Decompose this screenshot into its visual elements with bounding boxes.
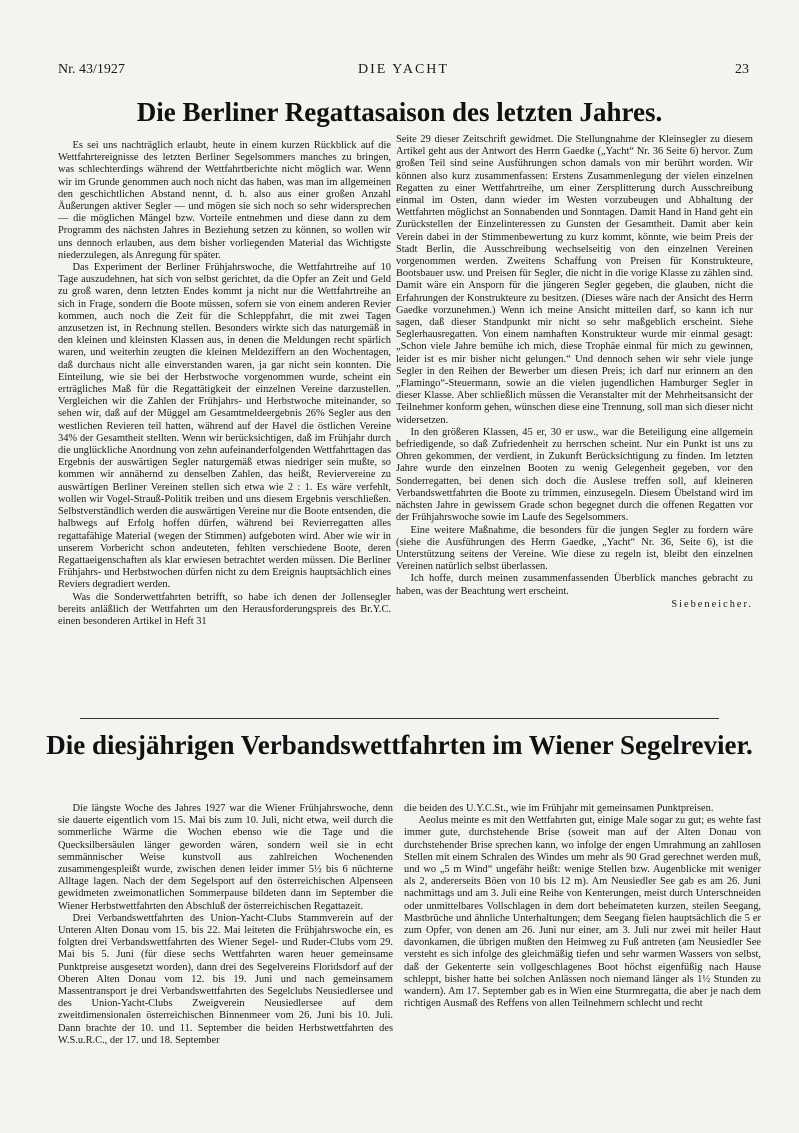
article1-title: Die Berliner Regattasaison des letzten Jahres.: [136, 97, 663, 127]
page-number: 23: [735, 62, 749, 77]
paragraph: die beiden des U.Y.C.St., wie im Frühjahr mit gemeinsamen Punktpreisen.: [404, 803, 714, 814]
magazine-name: DIE YACHT: [358, 62, 449, 77]
paragraph: Ich hoffe, durch meinen zusammenfassenden Überblick manches gebracht zu haben, was der Beachtung wert erscheint.: [396, 573, 753, 597]
paragraph: Drei Verbandswettfahrten des Union-Yacht-Clubs Stammverein auf der Unteren Alten Donau vom 15. bis 22. Mai leiteten die Frühjahrswoche ein, es folgten drei Verbandswettfahrten des Wiener Segel- und Ruder-Clubs vom 29. Mai bis 5. Juni (für diese sechs Wettfahrten waren heuer gemeinsame Punktpreise ausgesetzt worden), dann drei des Segelvereins Floridsdorf auf der Oberen Alten Donau vom 12. bis 19. Juni und nach gemeinsamem Massentransport je drei Verbandswettfahrten des Segelclubs Neusiedlersee und des Union-Yacht-Clubs Zweigverein Neusiedlersee auf dem zweitdimensionalen österreichischen Binnenmeer vom 26. Juni bis 10. Juli. Dann brachte der 10. und 11. September die beiden Herbstwettfahrten des W.S.u.R.C., der 17. und 18. September: [58, 912, 393, 1046]
article2-column-right: [404, 803, 761, 1103]
paragraph: Seite 29 dieser Zeitschrift gewidmet. Die Stellungnahme der Kleinsegler zu diesem Artikel geht aus der Antwort des Herrn Gaedke („Yacht“ Nr. 36 Seite 6) hervor. Zum großen Teil sind seine Ausführungen schon damals von mir berührt worden. Wir können also kurz zusammenfassen: Erstens Zusammenlegung der vielen einzelnen Regatten zu einer Wettfahrtreihe, um einer Zersplitterung durch Ausschreibung einmal im Osten, dann wieder im Westen vorzubeugen und Abhaltung der Wettfahrten möglichst an Sonnabenden und Sonntagen. Damit Hand in Hand geht ein Zurückstellen der Einzelinteressen zu Gunsten der Gesamtheit. Damit aber kein Verein dabei in der Stimmenbewertung zu kurz kommt, könnte, wie beim Preis der Stadt Berlin, die Ausschreibung wechselseitig von den einzelnen Vereinen vorgenommen werden. Zweitens Schaffung von Preisen für Konstrukteure, Bootsbauer usw. und Preisen für Segler, die nicht in die vorige Klasse zu zählen sind. Damit wäre ein Ansporn für die jüngeren Segler gegeben, die glauben, nicht die Erfahrungen der Konstrukteure zu besitzen. (Dieses wäre nach der Ansicht des Herrn Gaedke vorzunehmen.) Wenn ich meine Ansicht mitteilen darf, so kann ich nur sagen, daß dieser Standpunkt mir nicht so sehr maßgeblich erscheint. Siehe Seglerhausregatten. Von einem namhaften Konstrukteur wurde mir einmal gesagt: „Schon viele Jahre bemühe ich mich, diese Trophäe einmal für mich zu gewinnen, leider ist es mir bisher nicht gelungen.“ Und dennoch sehen wir sehr viele junge Segler in den Reihen der Bewerber um diesen Preis; ich darf nur erinnern an den „Flamingo“-Steuermann, sowie an die vielen jugendlichen Hamburger Segler in dieser Klasse. Aber schließlich müssen die Veranstalter mit der Mehrheitsansicht der Teilnehmer konform gehen, wünschen diese eine Trennung, soll man sich dieser nicht widersetzen.: [396, 134, 753, 426]
paragraph: Eine weitere Maßnahme, die besonders für die jungen Segler zu fordern wäre (siehe die Ausführungen des Herrn Gaedke, „Yacht“ Nr. 36, Seite 6), ist die Unterstützung seitens der Vereine. Wie diese zu regeln ist, bleibt den einzelnen Vereinen natürlich selbst überlassen.: [396, 524, 753, 573]
article1-column-left: [58, 140, 391, 710]
paragraph: Das Experiment der Berliner Frühjahrswoche, die Wettfahrtreihe auf 10 Tage auszudehnen, hat sich von selbst gerichtet, da die Opfer an Zeit und Geld zu groß waren, denn letzten Endes kommt ja nicht nur die Wettfahrtreihe an sich in Frage, sondern die Boote müssen, sofern sie von einem anderen Revier kommen, auch noch die Zeit für die Schleppfahrt, die mit zwei Tagen anzusetzen ist, in Rechnung stellen. Besonders wirkte sich das naturgemäß in den kleinen und kleinsten Klassen aus, in denen die Meldungen recht spärlich waren, und weiterhin zeugten die kleinen Meldeziffern an den Wochentagen, daß durchaus nicht alle einverstanden waren, ja gar nicht sein konnten. Die Einteilung, wie sie bei der Herbstwoche vorgenommen wurde, scheint ein erträgliches Maß für die Regattätigkeit der einzelnen Vereine darzustellen. Vergleichen wir die Zahlen der Frühjahrs- und Herbstwoche miteinander, so sehen wir, daß auf der Müggel am Gesamtmeldeergebnis 26% Segler aus den westlichen Revieren teil hatten, während auf der Havel die östlichen Vereine 34% der Gesamtheit stellten. Wenn wir berücksichtigen, daß im Frühjahr durch die unglückliche Anordnung von zehn aufeinanderfolgenden Wettfahrttagen das Ergebnis der auswärtigen Segler naturgemäß etwas niedriger sein mußte, so kommen wir annähernd zu denselben Zahlen, das heißt, Reviervereine zu auswärtigen Berliner Vereinen stellen sich etwa wie 2 : 1. Es wäre verfehlt, wollen wir Vogel-Strauß-Politik treiben und uns diesem Ergebnis verschließen. Selbstverständlich werden die auswärtigen Vereine nur die Boote entsenden, die halbwegs auf Erfolg hoffen dürfen, während bei Revierregatten alles regattafähige Material (wegen der Stimmen) aufgeboten wird. Aber wie wir in unserem Vorbericht schon andeuteten, fehlten verschiedene Boote, deren Regattaeigenschaften als klar erwiesen betrachtet werden müssen. Die Berliner Frühjahrs- und Herbstwochen dürfen nicht zu dem Ereignis hauptsächlich eines Reviers degradiert werden.: [58, 262, 391, 591]
article1-column-right: [396, 134, 753, 712]
issue-number: Nr. 43/1927: [58, 62, 125, 77]
paragraph: Die längste Woche des Jahres 1927 war die Wiener Frühjahrswoche, denn sie dauerte eigentlich vom 15. Mai bis zum 10. Juli, nicht etwa, weil durch die sommerliche Wärme die Wochen ebenso wie die Tage und die Quecksilbersäulen länger geworden wären, sondern weil sie in echt semmännischer Weise kunstvoll aus zahlreichen Wochenenden zusammengespleißt wurde, zwischen denen leider immer 5½ bis 6 nüchterne Alltage lagen. Nach der dem Segelsport auf den österreichischen Alpenseen gewidmeten zweimonatlichen Sommerpause bildeten dann im September die Wiener Herbstwettfahrten den Abschluß der österreichischen Regattazeit.: [58, 803, 393, 912]
article2-title: Die diesjährigen Verbandswettfahrten im Wiener Segelrevier.: [46, 730, 753, 760]
paragraph: Aeolus meinte es mit den Wettfahrten gut, einige Male sogar zu gut; es wehte fast immer gute, durchstehende Brise (soweit man auf der Alten Donau von durchstehender Brise sprechen kann, wo infolge der engen Umrahmung an zahllosen Stellen mit einem Schralen des Windes um mehr als 90 Grad gerechnet werden muß, und wo „5 m Wind“ ungefähr heißt: wenige Stellen bzw. Augenblicke mit weniger als 2, andererseits Böen von 10 bis 12 m). Am Neusiedler See gab es am 26. Juni nachmittags und am 3. Juli eine Reihe von Kenterungen, meist durch Unterschneiden oder unmittelbares Vollschlagen in dem dort beheimateten kurzen, steilen Seegang, Mastbrüche und ähnliche Unterhaltungen; dem Seegang fielen hauptsächlich die 5 er zum Opfer, von denen am 26. Juni nur einer, am 3. Juli nur zwei mit heiler Haut davonkamen, die übrigen mußten den Heimweg zu Fuß antreten (am Neusiedler See versteht es sich infolge des gleichmäßig tiefen und sehr warmen Wassers von selbst, daß der Gekenterte sein vollgeschlagenes Boot höchst eigenfüßig nach Hause schleppt, bisher hatte bei solchen Anlässen noch niemand länger als 1½ Stunden zu wandern). Am 17. September gab es in Wien eine Sturmregatta, die aber je nach dem richtigen Ausmaß des Reffens von allen Teilnehmern schlecht und recht: [404, 815, 761, 1010]
paragraph: Was die Sonderwettfahrten betrifft, so habe ich denen der Jollensegler bereits anläßlich der Wettfahrten um den Herausforderungspreis des Br.Y.C. einen besonderen Artikel in Heft 31: [58, 591, 391, 627]
paragraph: In den größeren Klassen, 45 er, 30 er usw., war die Beteiligung eine allgemein befriedigende, so daß Zufriedenheit zu herrschen scheint. Nur ein Punkt ist uns zu Ohren gekommen, der verdient, in Zukunft Berücksichtigung zu finden. Im letzten Jahre wurde den einzelnen Booten zu wenig Gelegenheit gegeben, vor den Sonderregatten, bei denen sich doch die Auslese treffen soll, auf kleineren Verbandswettfahrten die Boote zu trimmen, einzusegeln. Diesem Übelstand wird im nächsten Jahre in gewissem Grade schon begegnet durch die offenen Regatten vor der Frühjahrswoche sowie im Laufe des Segelsommers.: [396, 426, 753, 524]
article2-column-left: [58, 803, 393, 1103]
paragraph: Es sei uns nachträglich erlaubt, heute in einem kurzen Rückblick auf die Wettfahrtereignisse des letzten Berliner Segelsommers manches zu bringen, was schlechterdings während der Wettfahrtberichte nicht möglich war. Wenn wir im Grunde genommen auch noch nicht das haben, was man im allgemeinen den geschichtlichen Abstand nennt, d. h. also aus einer großen Anzahl Äußerungen aktiver Segler — und mögen sie sich noch so sehr widersprechen — die möglichen Mängel bzw. Vorteile entnehmen und diese dann zu dem Programm des nächsten Jahres in Beziehung setzen zu können, so wollen wir uns dennoch erlauben, aus dem bisher vorliegenden Material das Wichtigste niederzulegen, als Anregung für später.: [58, 140, 391, 261]
article-divider: [80, 718, 719, 719]
author-signature: Siebeneicher.: [671, 598, 753, 610]
page-header: [58, 62, 749, 82]
